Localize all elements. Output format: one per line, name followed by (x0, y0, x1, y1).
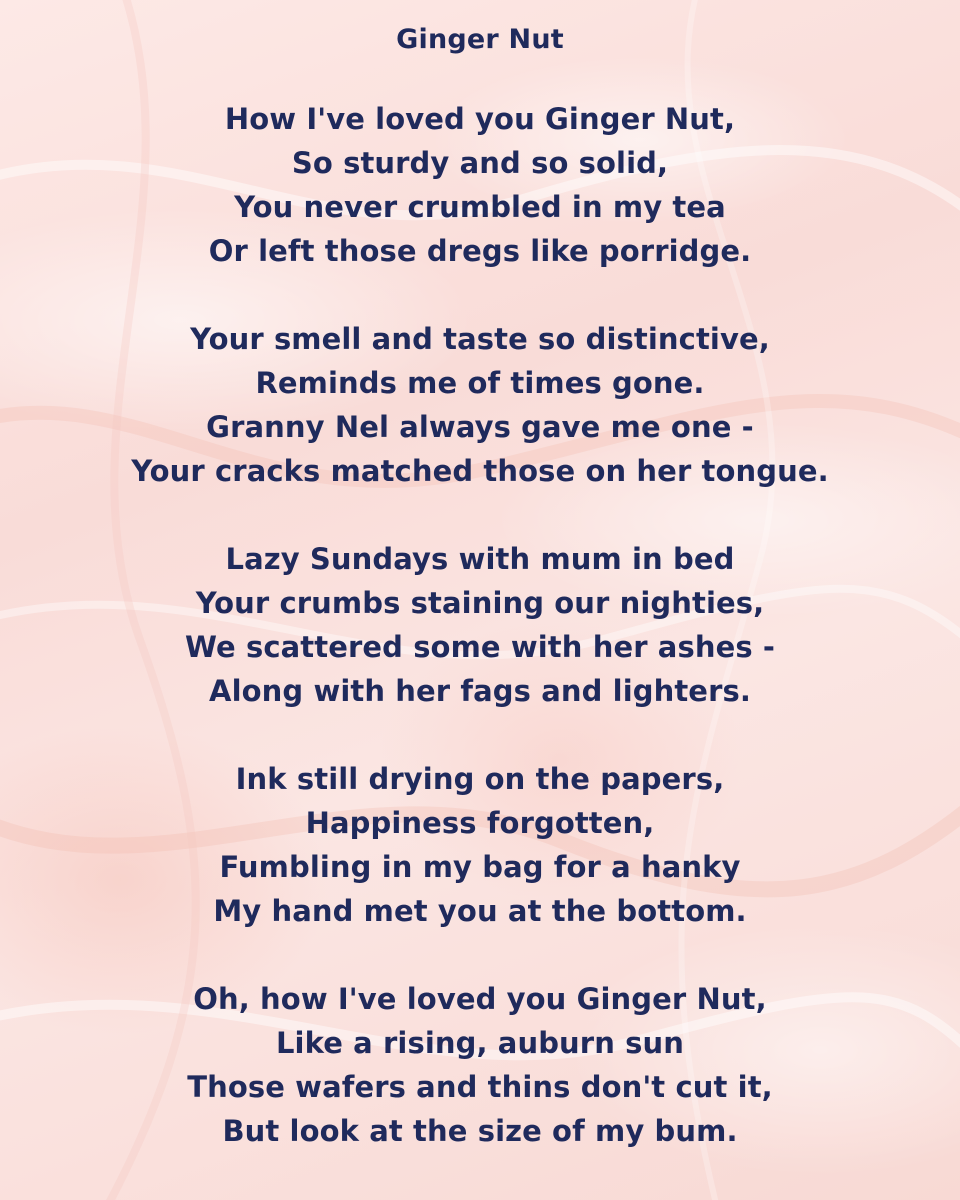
poem-line: Reminds me of times gone. (255, 366, 705, 400)
stanza-5 (0, 977, 960, 1153)
poem-line: Your crumbs staining our nighties, (195, 586, 765, 620)
poem-line: Or left those dregs like porridge. (208, 234, 752, 268)
poem-line: Those wafers and thins don't cut it, (187, 1070, 773, 1104)
poem-line: Fumbling in my bag for a hanky (219, 850, 741, 884)
poem-line: Happiness forgotten, (305, 806, 655, 840)
poem-line: Ink still drying on the papers, (235, 762, 725, 796)
poem-line: My hand met you at the bottom. (213, 894, 747, 928)
poem-line: Like a rising, auburn sun (275, 1026, 685, 1060)
poem-line: Granny Nel always gave me one - (206, 410, 754, 444)
poem-line: Oh, how I've loved you Ginger Nut, (193, 982, 767, 1016)
poem-line: Lazy Sundays with mum in bed (225, 542, 735, 576)
stanza-3 (0, 537, 960, 713)
poem-line: How I've loved you Ginger Nut, (224, 102, 736, 136)
stanza-4 (0, 757, 960, 933)
stanza-1 (0, 97, 960, 273)
poem-line: So sturdy and so solid, (291, 146, 669, 180)
poem (0, 22, 960, 1197)
poem-title: Ginger Nut (396, 24, 564, 55)
stanza-2 (0, 317, 960, 493)
poem-line: You never crumbled in my tea (234, 190, 726, 224)
poem-line: Your cracks matched those on her tongue. (131, 454, 829, 488)
poem-line: We scattered some with her ashes - (184, 630, 776, 664)
poem-line: But look at the size of my bum. (222, 1114, 738, 1148)
poem-line: Along with her fags and lighters. (209, 674, 751, 708)
poem-line: Your smell and taste so distinctive, (190, 322, 770, 356)
